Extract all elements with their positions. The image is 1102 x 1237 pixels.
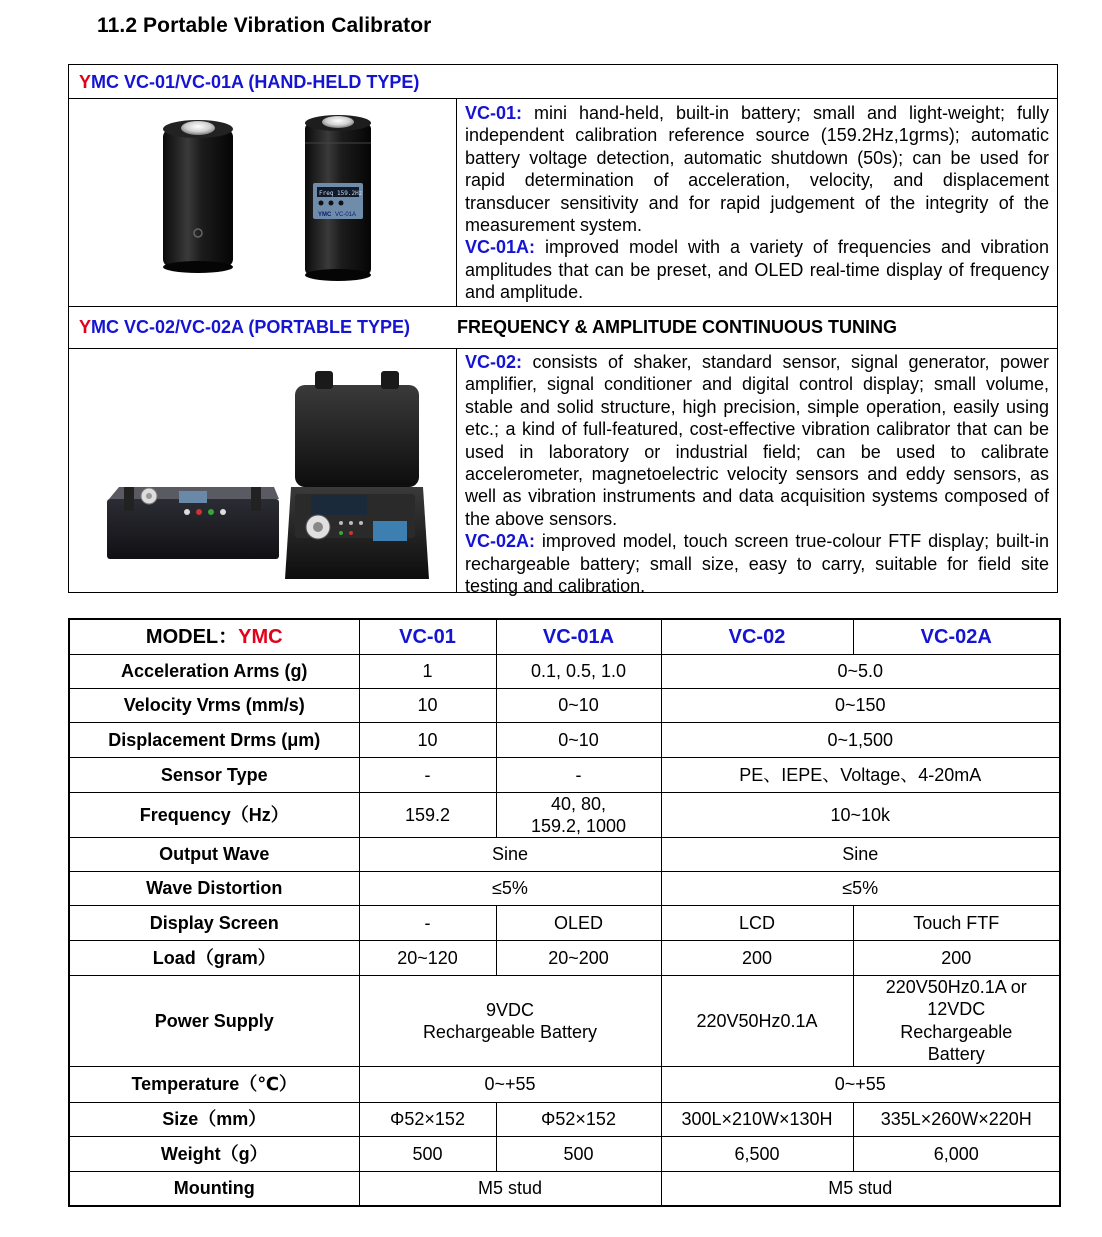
row-label: Mounting <box>69 1171 359 1206</box>
section-header-handheld: YMC VC-01/VC-01A (HAND-HELD TYPE) <box>79 72 420 92</box>
table-cell: 500 <box>496 1136 661 1171</box>
col-header-vc01a: VC-01A <box>496 619 661 654</box>
model-name-vc02a: VC-02A: <box>465 531 536 552</box>
table-cell: 10~10k <box>661 792 1060 837</box>
table-cell: 159.2 <box>359 792 496 837</box>
table-row <box>69 905 1060 940</box>
row-label: Wave Distortion <box>69 871 359 905</box>
table-cell: - <box>359 905 496 940</box>
table-row <box>69 688 1060 722</box>
table-cell: 10 <box>359 722 496 757</box>
divider <box>69 306 1057 307</box>
table-cell: 0~+55 <box>359 1066 661 1102</box>
handheld-calibrators-image <box>69 99 455 306</box>
row-label: Weight（g） <box>69 1136 359 1171</box>
table-cell: 10 <box>359 688 496 722</box>
row-label: Temperature（℃） <box>69 1066 359 1102</box>
table-cell: 0~150 <box>661 688 1060 722</box>
table-cell: 0~5.0 <box>661 654 1060 688</box>
table-cell: Φ52×152 <box>359 1102 496 1136</box>
svg-text:YMC: YMC <box>318 212 332 218</box>
table-row <box>69 940 1060 975</box>
portable-calibrators-image <box>69 349 455 593</box>
table-row <box>69 975 1060 1066</box>
model-header: MODEL：YMC <box>69 619 359 654</box>
divider <box>456 98 457 306</box>
table-row <box>69 1102 1060 1136</box>
row-label: Frequency（Hz） <box>69 792 359 837</box>
table-cell: 200 <box>853 940 1060 975</box>
table-cell: - <box>359 757 496 792</box>
table-cell: 20~200 <box>496 940 661 975</box>
spec-table <box>68 618 1061 1207</box>
row-label: Load（gram） <box>69 940 359 975</box>
handheld-description <box>465 102 1049 304</box>
table-row <box>69 1136 1060 1171</box>
vc02a-description: improved model, touch screen true-colour FTF display; built-in rechargeable battery; small size, easy to carry, suitable for field site testing and calibration. <box>465 531 1049 597</box>
table-cell: Φ52×152 <box>496 1102 661 1136</box>
col-header-vc02: VC-02 <box>661 619 853 654</box>
table-row <box>69 722 1060 757</box>
portable-product-images <box>69 349 455 593</box>
divider <box>456 348 457 593</box>
table-cell: 300L×210W×130H <box>661 1102 853 1136</box>
row-label: Size（mm） <box>69 1102 359 1136</box>
vc01-description: mini hand-held, built-in battery; small and light-weight; fully independent calibration reference source (159.2Hz,1grms); automatic battery voltage detection, automatic shutdown (50s); can be used for rapid determination of acceleration, velocity, and displacement transducer sensitivity and for rapid judgement of the integrity of the measurement system. <box>465 103 1049 236</box>
table-row <box>69 1066 1060 1102</box>
row-label: Sensor Type <box>69 757 359 792</box>
table-cell: 0~+55 <box>661 1066 1060 1102</box>
table-cell: - <box>496 757 661 792</box>
table-cell: Sine <box>359 837 661 871</box>
table-cell: Touch FTF <box>853 905 1060 940</box>
model-name-vc01: VC-01: <box>465 103 523 123</box>
table-cell: ≤5% <box>359 871 661 905</box>
table-row <box>69 654 1060 688</box>
table-cell: 20~120 <box>359 940 496 975</box>
row-label: Acceleration Arms (g) <box>69 654 359 688</box>
table-cell: 0~10 <box>496 722 661 757</box>
page-title: 11.2 Portable Vibration Calibrator <box>97 14 432 37</box>
table-cell: 6,500 <box>661 1136 853 1171</box>
svg-text:Freq 159.2Hz: Freq 159.2Hz <box>319 190 363 197</box>
table-header-row <box>69 619 1060 654</box>
table-row <box>69 792 1060 837</box>
table-cell: 9VDC Rechargeable Battery <box>359 975 661 1066</box>
table-cell: 0~1,500 <box>661 722 1060 757</box>
col-header-vc02a: VC-02A <box>853 619 1060 654</box>
section-header-tuning: FREQUENCY & AMPLITUDE CONTINUOUS TUNING <box>457 317 898 337</box>
row-label: Output Wave <box>69 837 359 871</box>
section-header-portable: YMC VC-02/VC-02A (PORTABLE TYPE) <box>79 317 411 337</box>
row-label: Velocity Vrms (mm/s) <box>69 688 359 722</box>
table-cell: Sine <box>661 837 1060 871</box>
vc01a-description: improved model with a variety of frequencies and vibration amplitudes that can be preset, and OLED real-time display of frequency and amplitude. <box>465 237 1049 303</box>
product-overview-box <box>68 64 1058 597</box>
table-cell: 40, 80, 159.2, 1000 <box>496 792 661 837</box>
table-row <box>69 757 1060 792</box>
table-row <box>69 871 1060 905</box>
table-cell: PE、IEPE、Voltage、4-20mA <box>661 757 1060 792</box>
row-label: Displacement Drms (μm) <box>69 722 359 757</box>
row-label: Power Supply <box>69 975 359 1066</box>
table-cell: LCD <box>661 905 853 940</box>
col-header-vc01: VC-01 <box>359 619 496 654</box>
model-name-vc02: VC-02: <box>465 352 523 372</box>
table-cell: 0~10 <box>496 688 661 722</box>
table-cell: 200 <box>661 940 853 975</box>
vc02-description: consists of shaker, standard sensor, signal generator, power amplifier, signal conditioner and digital control display; small volume, stable and solid structure, high precision, simple operation, easily using etc.; a kind of full-featured, cost-effective vibration calibrator that can be used in laboratory or industrial field; can be used to calibrate accelerometer, magnetoelectric velocity sensors and eddy sensors, as well as vibration instruments and data acquisition systems composed of the above sensors. <box>465 352 1049 529</box>
table-row <box>69 837 1060 871</box>
table-cell: 220V50Hz0.1A <box>661 975 853 1066</box>
table-cell: 6,000 <box>853 1136 1060 1171</box>
table-row <box>69 1171 1060 1206</box>
portable-description <box>465 351 1049 597</box>
svg-text:VC-01A: VC-01A <box>335 212 357 218</box>
table-cell: ≤5% <box>661 871 1060 905</box>
table-cell: OLED <box>496 905 661 940</box>
table-cell: 0.1, 0.5, 1.0 <box>496 654 661 688</box>
table-cell: M5 stud <box>661 1171 1060 1206</box>
table-cell: 1 <box>359 654 496 688</box>
handheld-product-images <box>69 99 455 306</box>
table-cell: 500 <box>359 1136 496 1171</box>
table-cell: M5 stud <box>359 1171 661 1206</box>
row-label: Display Screen <box>69 905 359 940</box>
table-cell: 220V50Hz0.1A or 12VDC Rechargeable Battery <box>853 975 1060 1066</box>
model-name-vc01a: VC-01A: <box>465 237 536 258</box>
table-cell: 335L×260W×220H <box>853 1102 1060 1136</box>
